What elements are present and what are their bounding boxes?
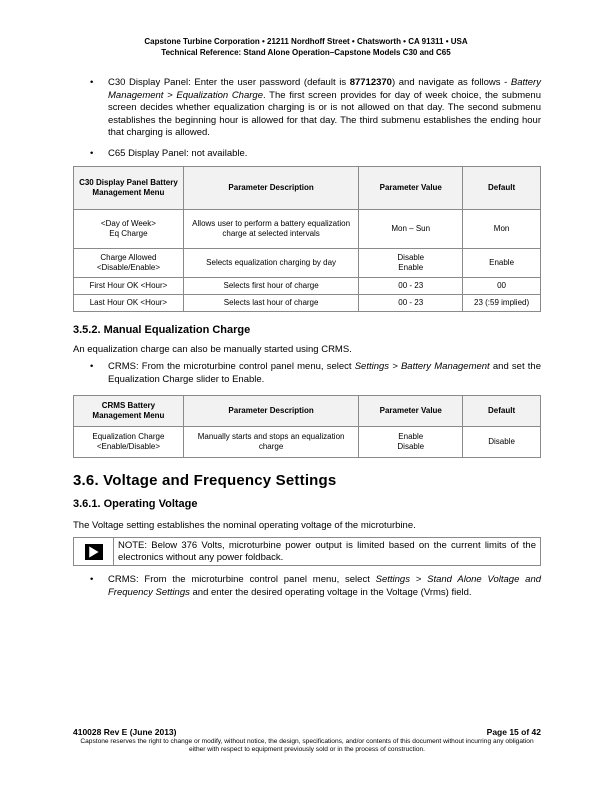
section-heading-3-5-2: 3.5.2. Manual Equalization Charge: [73, 324, 251, 336]
bullet-dot: •: [90, 77, 94, 88]
table-header-cell: Default: [463, 167, 541, 210]
section-heading-3-6: 3.6. Voltage and Frequency Settings: [73, 472, 337, 489]
header-doc-title: Technical Reference: Stand Alone Operation–Capstone Models C30 and C65: [161, 48, 451, 57]
table-row: Charge Allowed <Disable/Enable> Selects equalization charging by day Disable Enable Enable: [74, 249, 541, 278]
paragraph: An equalization charge can also be manually started using CRMS.: [73, 344, 352, 355]
table-header-cell: CRMS Battery Management Menu: [74, 396, 184, 427]
table-row: Last Hour OK <Hour> Selects last hour of charge 00 - 23 23 (:59 implied): [74, 295, 541, 312]
bullet-crms-voltage: • CRMS: From the microturbine control panel menu, select Settings > Stand Alone Voltage and Frequency Settings and enter the desired operating voltage in the Voltage (Vrms) field.: [90, 574, 542, 598]
bullet-dot: •: [90, 574, 94, 585]
page-header: [0, 36, 612, 58]
table-header-cell: Parameter Description: [183, 167, 359, 210]
table-header-row: [74, 167, 541, 210]
table-row: Equalization Charge <Enable/Disable> Manually starts and stops an equalization charge Enable Disable Disable: [74, 427, 541, 458]
bullet-dot: •: [90, 148, 94, 159]
table-row: <Day of Week> Eq Charge Allows user to perform a battery equalization charge at selected intervals Mon – Sun Mon: [74, 210, 541, 249]
section-heading-3-6-1: 3.6.1. Operating Voltage: [73, 498, 198, 510]
page-content: [73, 77, 541, 618]
menu-path: Battery Management > Equalization Charge: [108, 77, 541, 101]
table-header-cell: Default: [463, 396, 541, 427]
note-arrow-icon: [85, 544, 103, 560]
menu-path: Settings > Stand Alone Voltage and Frequency Settings: [108, 574, 542, 598]
note-text: NOTE: Below 376 Volts, microturbine power output is limited based on the current limits of the electronics without any power foldback.: [118, 540, 536, 563]
header-address: Capstone Turbine Corporation • 21211 Nordhoff Street • Chatsworth • CA 91311 • USA: [144, 37, 468, 46]
page-number: Page 15 of 42: [486, 727, 541, 737]
default-password: 87712370: [349, 77, 392, 88]
bullet-dot: •: [90, 361, 94, 372]
crms-battery-management-table: [73, 395, 541, 458]
bullet-crms-equalization: • CRMS: From the microturbine control panel menu, select Settings > Battery Management and set the Equalization Charge slider to Enable.: [90, 361, 541, 385]
page-footer: [73, 727, 541, 754]
disclaimer: Capstone reserves the right to change or modify, without notice, the design, specifications, and/or contents of this document without incurring any obligation either with respect to equipment previously sold or in the process of construction.: [80, 738, 534, 753]
table-header-cell: Parameter Value: [359, 167, 463, 210]
table-header-row: [74, 396, 541, 427]
c30-battery-management-table: [73, 166, 541, 312]
doc-revision: 410028 Rev E (June 2013): [73, 727, 177, 737]
bullet-c65-display-panel: • C65 Display Panel: not available.: [90, 148, 248, 159]
note-box: [73, 537, 541, 566]
table-header-cell: Parameter Description: [183, 396, 359, 427]
paragraph: The Voltage setting establishes the nominal operating voltage of the microturbine.: [73, 520, 416, 531]
bullet-c30-display-panel: • C30 Display Panel: Enter the user password (default is 87712370) and navigate as follows - Battery Management > Equalization Charge. The first screen provides for day of week choice, the submenu screen decides whether equalization charging is or is not allowed on that day. The second submenu establishes the beginning hour is allowed for that day. The third submenu establishes the ending hour that charging is allowed.: [90, 77, 541, 139]
menu-path: Settings > Battery Management: [354, 361, 490, 372]
table-header-cell: Parameter Value: [359, 396, 463, 427]
table-header-cell: C30 Display Panel Battery Management Menu: [74, 167, 184, 210]
table-row: First Hour OK <Hour> Selects first hour of charge 00 - 23 00: [74, 278, 541, 295]
